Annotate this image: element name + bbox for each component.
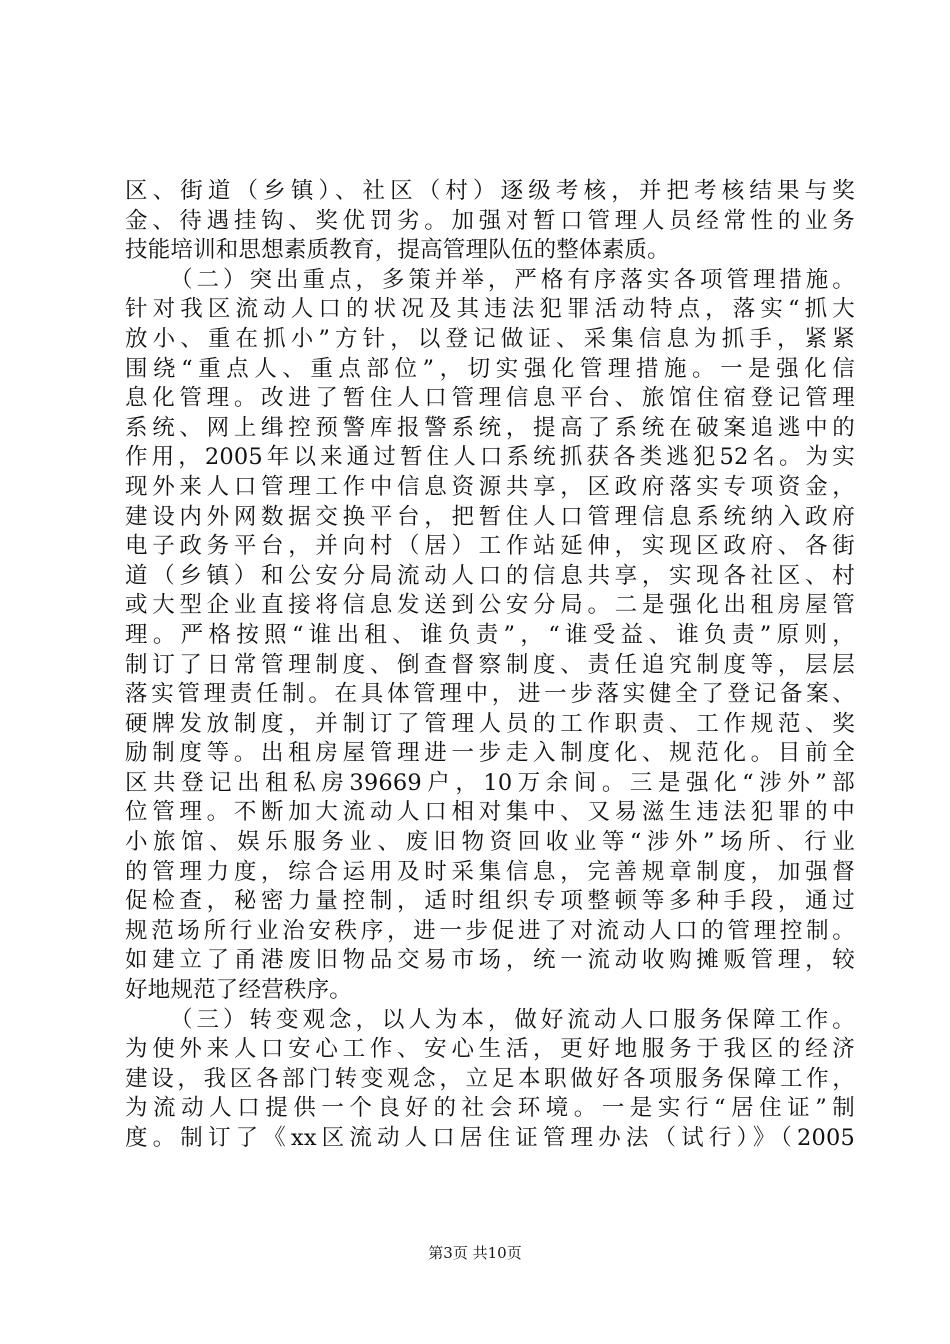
text-line: 如建立了甬港废旧物品交易市场，统一流动收购摊贩管理，较 <box>125 947 855 974</box>
text-line: 技能培训和思想素质教育，提高管理队伍的整体素质。 <box>125 237 670 264</box>
text-line: 金、待遇挂钩、奖优罚劣。加强对暂口管理人员经常性的业务 <box>125 207 855 234</box>
text-line: 建设，我区各部门转变观念，立足本职做好各项服务保障工作， <box>125 1065 855 1092</box>
text-line: 度。制订了《xx区流动人口居住证管理办法（试行）》（2005 <box>125 1125 855 1151</box>
text-line: 或大型企业直接将信息发送到公安分局。二是强化出租房屋管 <box>125 592 855 619</box>
text-line: 系统、网上缉控预警库报警系统，提高了系统在破案追逃中的 <box>125 414 855 441</box>
text-line: 建设内外网数据交换平台，把暂住人口管理信息系统纳入政府 <box>125 503 855 530</box>
section-heading-3: （三）转变观念，以人为本，做好流动人口服务保障工作。 <box>170 1006 855 1033</box>
page-number-footer: 第3页 共10页 <box>428 1244 522 1262</box>
text-line: 电子政务平台，并向村（居）工作站延伸，实现区政府、各街 <box>125 533 855 560</box>
text-line: 规范场所行业治安秩序，进一步促进了对流动人口的管理控制。 <box>125 917 855 944</box>
text-line: 位管理。不断加大流动人口相对集中、又易滋生违法犯罪的中 <box>125 799 855 826</box>
text-line: 区、街道（乡镇）、社区（村）逐级考核，并把考核结果与奖 <box>125 178 855 204</box>
text-line: 硬牌发放制度，并制订了管理人员的工作职责、工作规范、奖 <box>125 710 855 737</box>
text-line: 围绕“重点人、重点部位”，切实强化管理措施。一是强化信 <box>125 355 855 382</box>
text-line: 息化管理。改进了暂住人口管理信息平台、旅馆住宿登记管理 <box>125 385 855 412</box>
text-line: 区共登记出租私房39669户，10万余间。三是强化“涉外”部 <box>125 769 855 796</box>
text-line: 为流动人口提供一个良好的社会环境。一是实行“居住证”制 <box>125 1095 855 1122</box>
text-line: 小旅馆、娱乐服务业、废旧物资回收业等“涉外”场所、行业 <box>125 829 855 856</box>
text-line: 落实管理责任制。在具体管理中，进一步落实健全了登记备案、 <box>125 681 855 708</box>
text-line: 制订了日常管理制度、倒查督察制度、责任追究制度等，层层 <box>125 651 855 678</box>
section-heading-2: （二）突出重点，多策并举，严格有序落实各项管理措施。 <box>170 266 855 293</box>
text-line: 理。严格按照“谁出租、谁负责”，“谁受益、谁负责”原则， <box>125 621 855 648</box>
text-line: 促检查，秘密力量控制，适时组织专项整顿等多种手段，通过 <box>125 888 855 915</box>
text-line: 现外来人口管理工作中信息资源共享，区政府落实专项资金， <box>125 473 855 500</box>
text-line: 放小、重在抓小”方针，以登记做证、采集信息为抓手，紧紧 <box>125 325 855 352</box>
text-line: 道（乡镇）和公安分局流动人口的信息共享，实现各社区、村 <box>125 562 855 589</box>
document-body <box>125 177 855 1154</box>
text-line: 作用，2005年以来通过暂住人口系统抓获各类逃犯52名。为实 <box>125 444 855 471</box>
text-line: 为使外来人口安心工作、安心生活，更好地服务于我区的经济 <box>125 1036 855 1063</box>
text-line: 的管理力度，综合运用及时采集信息，完善规章制度，加强督 <box>125 858 855 885</box>
text-line: 针对我区流动人口的状况及其违法犯罪活动特点，落实“抓大 <box>125 296 855 323</box>
text-line: 好地规范了经营秩序。 <box>125 977 353 1004</box>
text-line: 励制度等。出租房屋管理进一步走入制度化、规范化。目前全 <box>125 740 855 767</box>
